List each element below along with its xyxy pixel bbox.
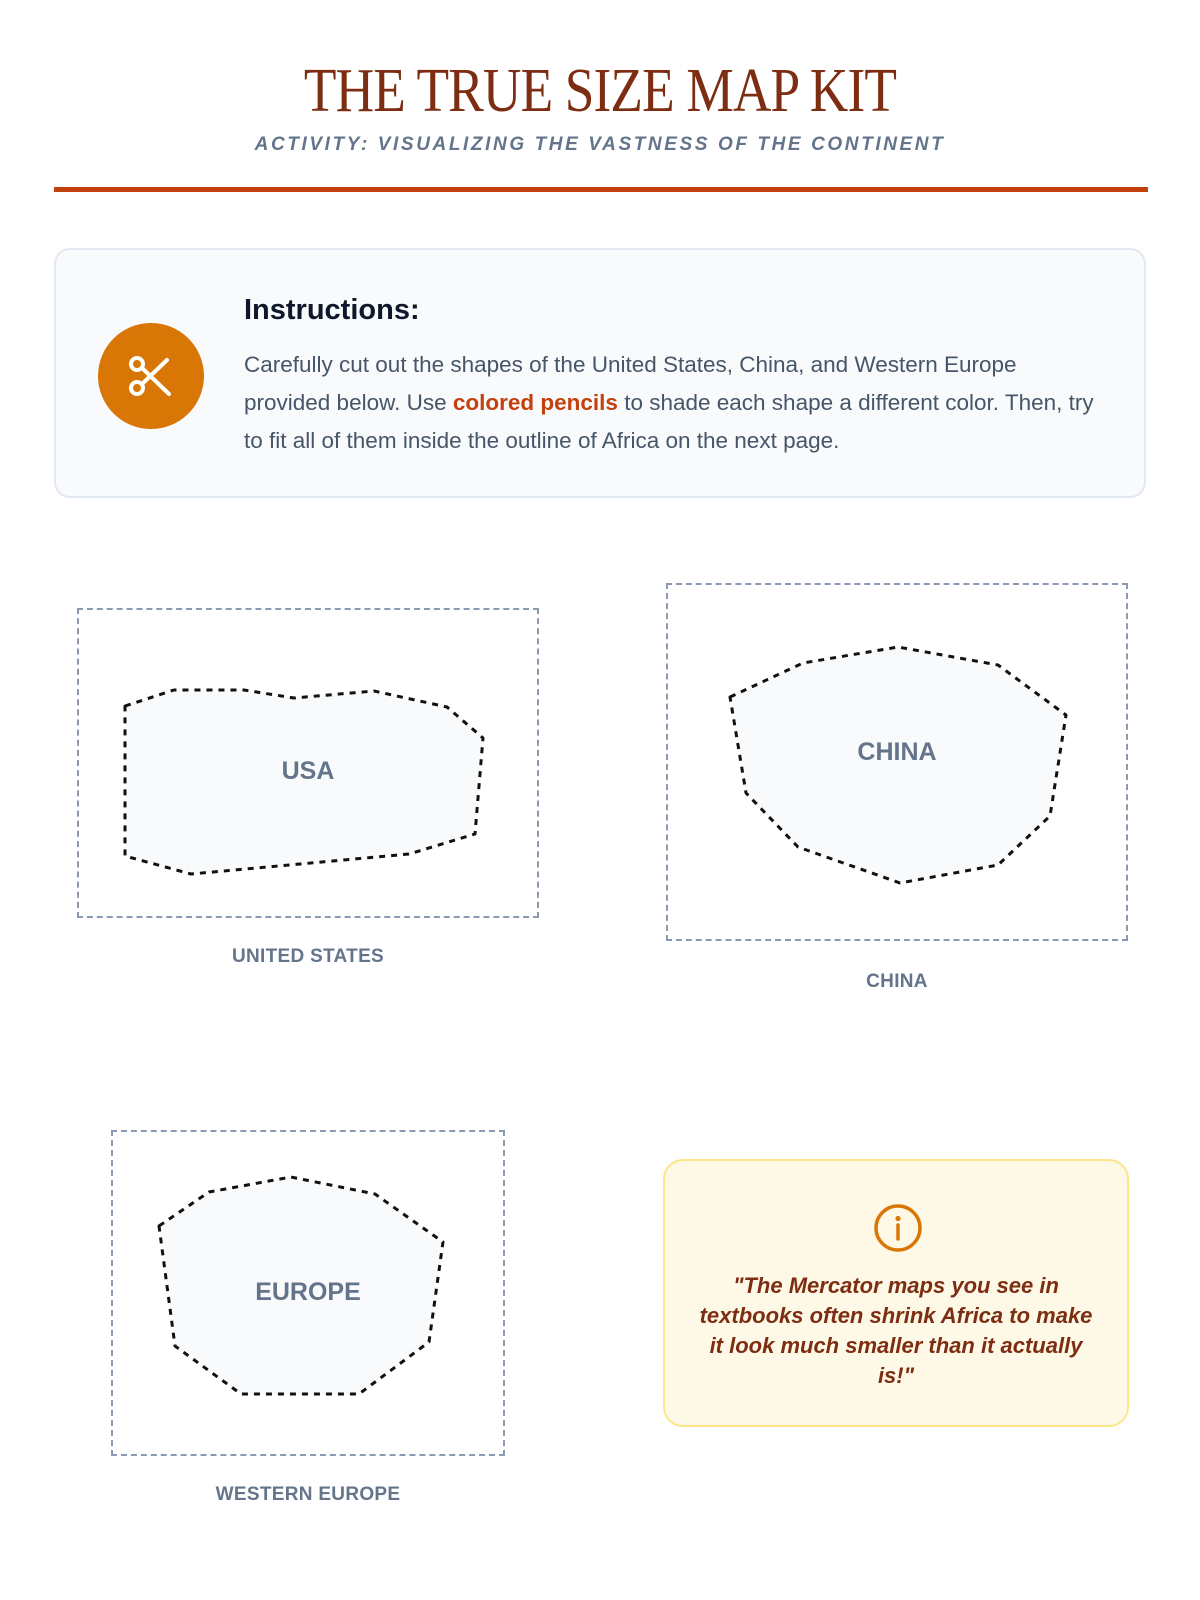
usa-shape-label: USA — [281, 757, 335, 785]
instructions-panel — [54, 248, 1146, 498]
scissors-icon — [123, 348, 179, 404]
mercator-fact-callout — [663, 1159, 1129, 1427]
usa-cutout-box[interactable] — [77, 608, 539, 918]
instructions-title: Instructions: — [244, 294, 420, 326]
usa-caption: UNITED STATES — [231, 946, 385, 967]
europe-cutout-box[interactable] — [111, 1130, 505, 1456]
instructions-highlight: colored pencils — [452, 390, 618, 415]
mercator-fact-text: "The Mercator maps you see in textbooks often shrink Africa to make it look much smaller than it actually is!" — [699, 1273, 1093, 1388]
instructions-text-start: Carefully cut out the shapes of the United States, China, and Western Europe provided below. Use — [244, 352, 1017, 415]
europe-caption: WESTERN EUROPE — [215, 1484, 401, 1505]
china-caption: CHINA — [866, 971, 928, 992]
page-title: THE TRUE SIZE MAP KIT — [303, 57, 897, 125]
title-divider — [54, 187, 1148, 192]
activity-subtitle: ACTIVITY: VISUALIZING THE VASTNESS OF THE CONTINENT — [254, 134, 946, 155]
china-shape-label: CHINA — [857, 738, 937, 766]
europe-shape-label: EUROPE — [255, 1278, 361, 1306]
instructions-text — [244, 346, 1104, 460]
info-icon — [873, 1203, 923, 1253]
instructions-text-end: to shade each shape a different color. Then, try to fit all of them inside the outline of Africa on the next page. — [244, 390, 1094, 453]
scissors-badge — [98, 323, 204, 429]
china-cutout-box[interactable] — [666, 583, 1128, 941]
